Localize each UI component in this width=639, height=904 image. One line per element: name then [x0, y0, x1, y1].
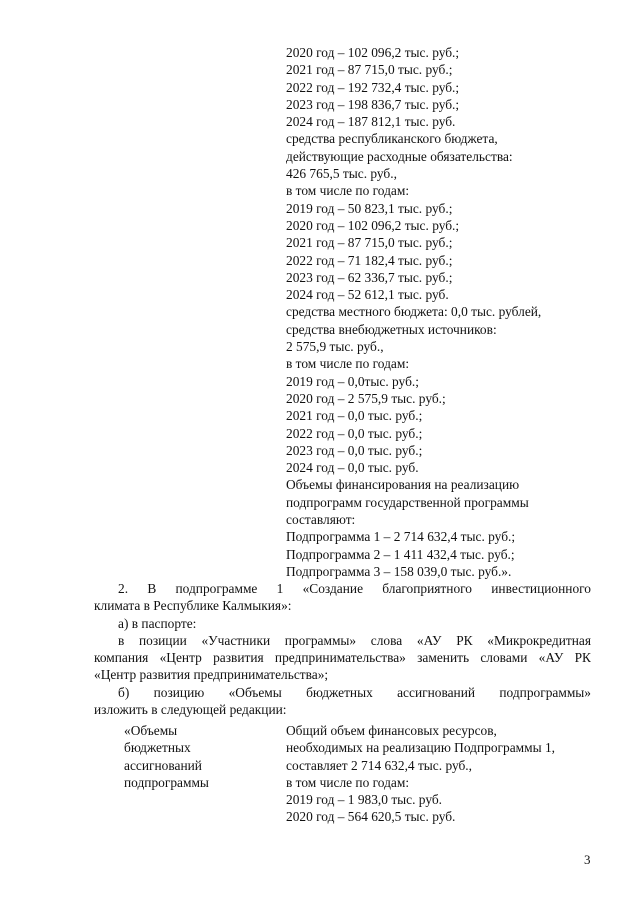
paragraph-participants-end: «Центр развития предпринимательства»; — [94, 667, 329, 683]
paragraph-passport: а) в паспорте: — [118, 615, 197, 631]
text-line: 2024 год – 52 612,1 тыс. руб. — [286, 287, 449, 303]
table-label-line: бюджетных — [124, 740, 191, 756]
text-line: 2022 год – 71 182,4 тыс. руб.; — [286, 252, 453, 268]
table-value-line: 2020 год – 564 620,5 тыс. руб. — [286, 809, 456, 825]
text-line: 2021 год – 0,0 тыс. руб.; — [286, 408, 423, 424]
financing-details-block — [286, 44, 606, 580]
text-line: 2 575,9 тыс. руб., — [286, 339, 384, 355]
text-line: 2021 год – 87 715,0 тыс. руб.; — [286, 62, 453, 78]
paragraph-participants: в позиции «Участники программы» слова «АУ РК «Микрокредитная — [118, 632, 591, 648]
table-label-column — [124, 722, 274, 791]
table-value-line: необходимых на реализацию Подпрограммы 1, — [286, 740, 555, 756]
paragraph-subprogram-1-cont: климата в Республике Калмыкия»: — [94, 598, 292, 614]
text-line: 2021 год – 87 715,0 тыс. руб.; — [286, 235, 453, 251]
table-value-column — [286, 722, 596, 826]
text-line: 2019 год – 50 823,1 тыс. руб.; — [286, 200, 453, 216]
text-line: 2023 год – 62 336,7 тыс. руб.; — [286, 269, 453, 285]
table-label-line: «Объемы — [124, 723, 178, 738]
text-line: 2022 год – 0,0 тыс. руб.; — [286, 425, 423, 441]
text-line: Подпрограмма 2 – 1 411 432,4 тыс. руб.; — [286, 546, 515, 562]
text-line: 2022 год – 192 732,4 тыс. руб.; — [286, 79, 460, 95]
table-value-line: составляет 2 714 632,4 тыс. руб., — [286, 757, 472, 773]
text-line: 2020 год – 102 096,2 тыс. руб.; — [286, 217, 460, 233]
paragraph-budget-position-cont: изложить в следующей редакции: — [94, 702, 287, 718]
paragraph-budget-position: б) позицию «Объемы бюджетных ассигнований подпрограммы» — [118, 684, 591, 700]
text-line: средства республиканского бюджета, — [286, 131, 498, 147]
paragraph-participants-cont: компания «Центр развития предпринимательства» заменить словами «АУ РК — [94, 650, 591, 666]
amendment-text — [94, 580, 591, 718]
table-value-line: в том числе по годам: — [286, 774, 410, 790]
table-value-line: 2019 год – 1 983,0 тыс. руб. — [286, 792, 443, 808]
text-line: Подпрограмма 3 – 158 039,0 тыс. руб.». — [286, 563, 512, 579]
text-line: в том числе по годам: — [286, 183, 410, 199]
text-line: составляют: — [286, 512, 356, 528]
table-value-line: Общий объем финансовых ресурсов, — [286, 723, 497, 738]
text-line: в том числе по годам: — [286, 356, 410, 372]
text-line: средства местного бюджета: 0,0 тыс. рублей, — [286, 304, 542, 320]
text-line: средства внебюджетных источников: — [286, 321, 497, 337]
text-line: 2024 год – 0,0 тыс. руб. — [286, 460, 419, 476]
text-line: 2020 год – 102 096,2 тыс. руб.; — [286, 45, 460, 60]
text-line: 2023 год – 0,0 тыс. руб.; — [286, 442, 423, 458]
text-line: 2023 год – 198 836,7 тыс. руб.; — [286, 96, 460, 112]
table-label-line: ассигнований — [124, 757, 202, 773]
text-line: 2019 год – 0,0тыс. руб.; — [286, 373, 419, 389]
text-line: подпрограмм государственной программы — [286, 494, 529, 510]
text-line: действующие расходные обязательства: — [286, 148, 513, 164]
page-number: 3 — [584, 852, 591, 867]
text-line: 2020 год – 2 575,9 тыс. руб.; — [286, 390, 446, 406]
paragraph-subprogram-1: 2. В подпрограмме 1 «Создание благоприятного инвестиционного — [118, 581, 591, 596]
table-label-line: подпрограммы — [124, 774, 209, 790]
text-line: Объемы финансирования на реализацию — [286, 477, 520, 493]
text-line: 2024 год – 187 812,1 тыс. руб. — [286, 114, 456, 130]
text-line: 426 765,5 тыс. руб., — [286, 166, 397, 182]
text-line: Подпрограмма 1 – 2 714 632,4 тыс. руб.; — [286, 529, 516, 545]
